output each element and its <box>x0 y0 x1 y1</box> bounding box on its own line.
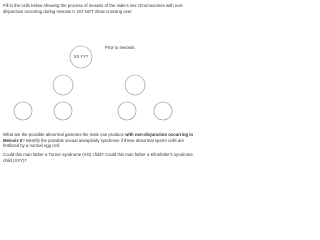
question-turner-klinefelter: Could this man father a Turner syndrome (XO) child? Could this man father a Klinefelter's syndrome child (XXY)? <box>3 152 193 163</box>
gamete-cell-4[interactable] <box>154 102 172 120</box>
gamete-cell-1[interactable] <box>14 102 32 120</box>
parent-cell-label: XX YY? <box>73 54 89 59</box>
meiosis-one-cell-right[interactable] <box>125 75 145 95</box>
question-1-text-start: What are the possible abnormal gametes the male can produce <box>3 132 126 137</box>
gamete-cell-2[interactable] <box>54 102 72 120</box>
meiosis-one-cell-left[interactable] <box>53 75 73 95</box>
prior-to-meiosis-label: Prior to meiosis: <box>104 45 136 50</box>
instructions-text: Fill in the cells below showing the process of meiosis of the male's sex chromosomes with non-disjunction occurring during meiosis II. DO NOT show crossing over. <box>3 3 184 14</box>
question-1-text-end: ? Identify the possible sexual aneuploidy syndrome if these abnormal sperm cells are fertilized by a normal egg cell. <box>3 137 185 149</box>
question-1-emphasis: with non-disjunction occurring in Meiosis II <box>3 132 194 143</box>
question-abnormal-gametes <box>3 132 197 149</box>
gamete-cell-3[interactable] <box>118 102 136 120</box>
